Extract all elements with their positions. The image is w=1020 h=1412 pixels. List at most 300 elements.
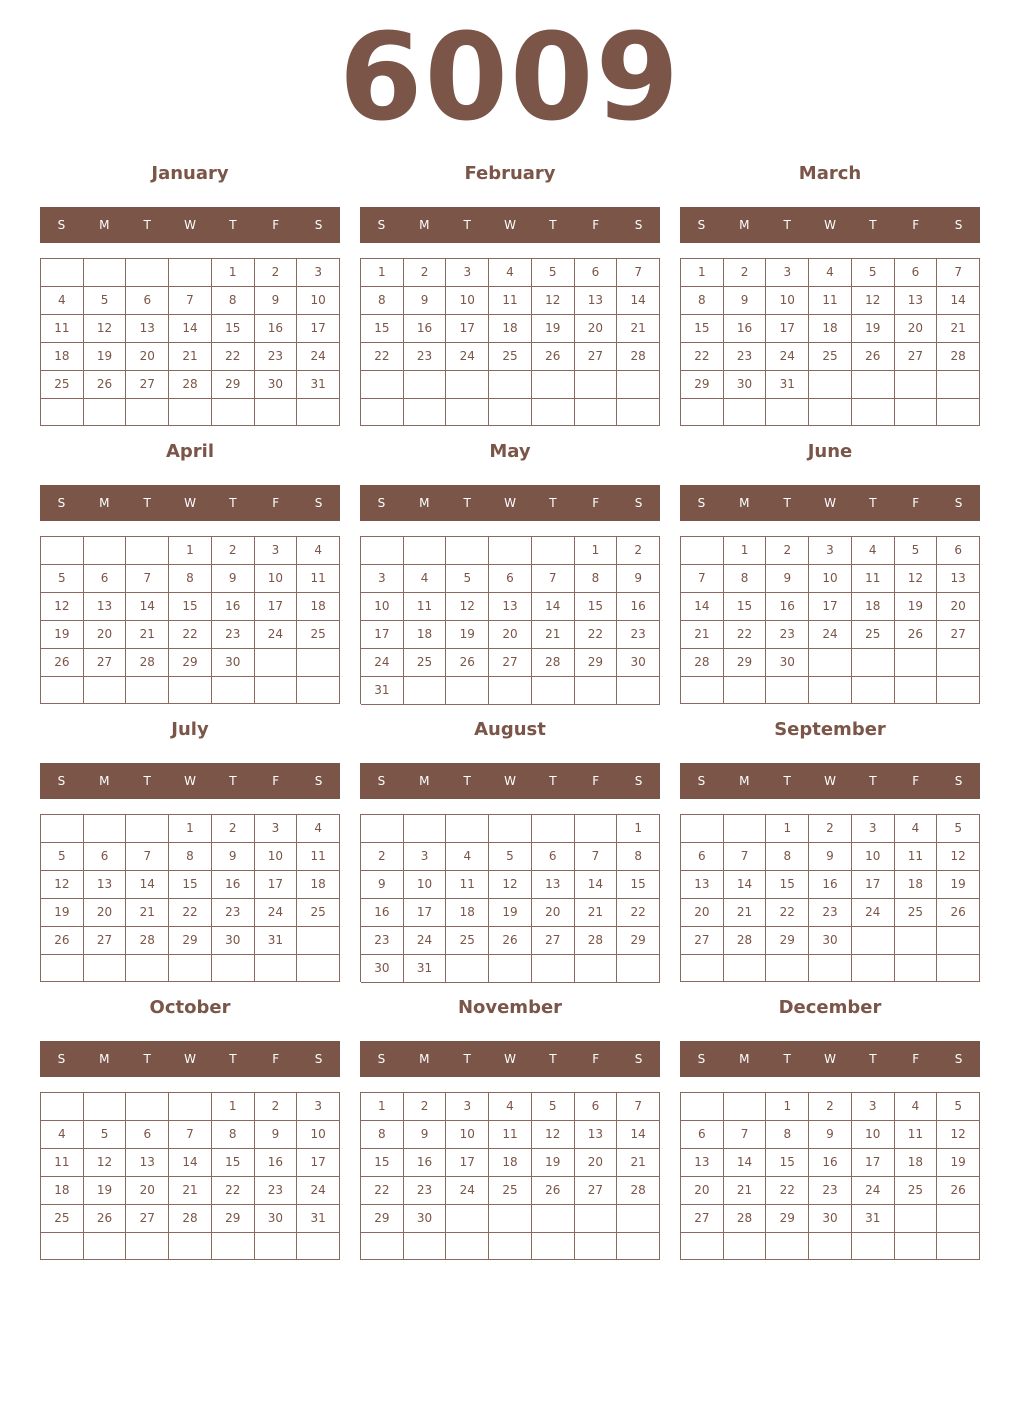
- day-cell: 25: [297, 899, 340, 927]
- day-cell: 13: [126, 315, 169, 343]
- empty-day-cell: [766, 1233, 809, 1260]
- day-cell: 4: [297, 537, 340, 565]
- day-cell: 5: [532, 259, 575, 287]
- day-cell: 22: [681, 343, 724, 371]
- day-cell: 23: [617, 621, 660, 649]
- empty-day-cell: [852, 955, 895, 982]
- day-cell: 15: [361, 315, 404, 343]
- day-cell: 20: [575, 315, 618, 343]
- day-cell: 5: [446, 565, 489, 593]
- empty-day-cell: [724, 399, 767, 426]
- day-cell: 25: [895, 899, 938, 927]
- day-cell: 31: [361, 677, 404, 705]
- weekday-label: T: [549, 218, 557, 232]
- empty-day-cell: [895, 399, 938, 426]
- weekday-label: W: [824, 774, 836, 788]
- weekday-label: W: [504, 496, 516, 510]
- empty-day-cell: [212, 399, 255, 426]
- weekday-label: T: [463, 218, 471, 232]
- day-cell: 28: [532, 649, 575, 677]
- day-cell: 29: [212, 371, 255, 399]
- empty-day-cell: [895, 371, 938, 399]
- weekday-label: F: [592, 1052, 600, 1066]
- day-cell: 3: [446, 1093, 489, 1121]
- empty-day-cell: [895, 1233, 938, 1260]
- day-cell: 30: [617, 649, 660, 677]
- day-cell: 14: [617, 1121, 660, 1149]
- day-cell: 2: [255, 259, 298, 287]
- day-cell: 23: [255, 343, 298, 371]
- weekday-label: F: [912, 218, 920, 232]
- weekday-label: S: [314, 496, 323, 510]
- day-cell: 3: [766, 259, 809, 287]
- day-cell: 6: [84, 843, 127, 871]
- day-cell: 10: [852, 843, 895, 871]
- empty-day-cell: [617, 1205, 660, 1233]
- day-cell: 3: [446, 259, 489, 287]
- day-cell: 30: [212, 649, 255, 677]
- day-cell: 27: [84, 927, 127, 955]
- weekday-label: T: [869, 218, 877, 232]
- empty-day-cell: [489, 815, 532, 843]
- month-name: October: [149, 997, 231, 1018]
- day-cell: 25: [41, 1205, 84, 1233]
- day-grid: [40, 258, 340, 426]
- day-cell: 22: [617, 899, 660, 927]
- day-cell: 24: [255, 621, 298, 649]
- day-cell: 26: [489, 927, 532, 955]
- empty-day-cell: [724, 677, 767, 704]
- empty-day-cell: [809, 677, 852, 704]
- day-cell: 29: [617, 927, 660, 955]
- day-cell: 15: [212, 1149, 255, 1177]
- day-cell: 5: [852, 259, 895, 287]
- day-cell: 23: [212, 899, 255, 927]
- empty-day-cell: [446, 1205, 489, 1233]
- day-grid: [360, 814, 660, 982]
- day-cell: 24: [255, 899, 298, 927]
- day-cell: 21: [169, 343, 212, 371]
- weekday-label: W: [184, 218, 196, 232]
- day-cell: 21: [617, 315, 660, 343]
- day-cell: 17: [297, 1149, 340, 1177]
- weekday-header: [40, 1041, 340, 1077]
- empty-day-cell: [255, 677, 298, 704]
- empty-day-cell: [169, 1233, 212, 1260]
- empty-day-cell: [809, 371, 852, 399]
- empty-day-cell: [446, 371, 489, 399]
- day-cell: 29: [169, 927, 212, 955]
- day-cell: 23: [212, 621, 255, 649]
- weekday-label: F: [272, 496, 280, 510]
- day-cell: 29: [724, 649, 767, 677]
- weekday-label: M: [419, 774, 430, 788]
- empty-day-cell: [297, 927, 340, 955]
- empty-day-cell: [681, 955, 724, 982]
- empty-day-cell: [255, 399, 298, 426]
- empty-day-cell: [937, 399, 980, 426]
- day-cell: 18: [404, 621, 447, 649]
- weekday-label: F: [912, 496, 920, 510]
- empty-day-cell: [895, 927, 938, 955]
- day-cell: 19: [446, 621, 489, 649]
- empty-day-cell: [169, 259, 212, 287]
- day-cell: 13: [126, 1149, 169, 1177]
- day-cell: 11: [297, 843, 340, 871]
- day-grid: [360, 536, 660, 704]
- weekday-header: [360, 1041, 660, 1077]
- empty-day-cell: [937, 955, 980, 982]
- day-cell: 3: [297, 259, 340, 287]
- weekday-label: T: [549, 1052, 557, 1066]
- weekday-label: T: [463, 1052, 471, 1066]
- day-cell: 12: [895, 565, 938, 593]
- day-cell: 19: [532, 1149, 575, 1177]
- day-cell: 7: [532, 565, 575, 593]
- weekday-header: [40, 763, 340, 799]
- empty-day-cell: [404, 1233, 447, 1260]
- day-cell: 15: [617, 871, 660, 899]
- day-grid: [680, 258, 980, 426]
- day-cell: 18: [41, 343, 84, 371]
- day-cell: 1: [575, 537, 618, 565]
- day-cell: 23: [404, 343, 447, 371]
- weekday-label: W: [184, 774, 196, 788]
- day-cell: 1: [169, 537, 212, 565]
- day-cell: 5: [895, 537, 938, 565]
- empty-day-cell: [255, 649, 298, 677]
- day-cell: 20: [126, 343, 169, 371]
- day-cell: 19: [84, 1177, 127, 1205]
- day-cell: 8: [681, 287, 724, 315]
- day-cell: 20: [489, 621, 532, 649]
- weekday-label: S: [634, 496, 643, 510]
- day-cell: 21: [126, 899, 169, 927]
- empty-day-cell: [852, 677, 895, 704]
- weekday-label: S: [954, 1052, 963, 1066]
- day-cell: 16: [766, 593, 809, 621]
- empty-day-cell: [895, 677, 938, 704]
- weekday-label: S: [697, 1052, 706, 1066]
- empty-day-cell: [809, 1233, 852, 1260]
- empty-day-cell: [361, 371, 404, 399]
- empty-day-cell: [41, 1233, 84, 1260]
- day-cell: 14: [169, 315, 212, 343]
- weekday-label: T: [549, 496, 557, 510]
- day-cell: 18: [852, 593, 895, 621]
- day-cell: 17: [446, 315, 489, 343]
- weekday-label: T: [143, 1052, 151, 1066]
- empty-day-cell: [681, 399, 724, 426]
- weekday-label: S: [314, 1052, 323, 1066]
- day-cell: 4: [895, 815, 938, 843]
- day-cell: 18: [809, 315, 852, 343]
- day-cell: 16: [212, 593, 255, 621]
- day-cell: 25: [852, 621, 895, 649]
- day-cell: 6: [937, 537, 980, 565]
- empty-day-cell: [617, 677, 660, 705]
- day-cell: 15: [724, 593, 767, 621]
- weekday-label: S: [314, 218, 323, 232]
- day-cell: 1: [169, 815, 212, 843]
- day-cell: 31: [255, 927, 298, 955]
- day-cell: 10: [297, 1121, 340, 1149]
- day-cell: 10: [446, 1121, 489, 1149]
- day-cell: 24: [766, 343, 809, 371]
- day-cell: 9: [404, 287, 447, 315]
- day-cell: 25: [895, 1177, 938, 1205]
- day-cell: 20: [937, 593, 980, 621]
- empty-day-cell: [575, 371, 618, 399]
- weekday-label: W: [504, 1052, 516, 1066]
- day-cell: 17: [766, 315, 809, 343]
- day-cell: 24: [809, 621, 852, 649]
- day-cell: 15: [766, 1149, 809, 1177]
- weekday-header: [680, 207, 980, 243]
- empty-day-cell: [126, 259, 169, 287]
- day-cell: 8: [766, 843, 809, 871]
- day-cell: 30: [404, 1205, 447, 1233]
- day-cell: 1: [361, 1093, 404, 1121]
- day-cell: 21: [937, 315, 980, 343]
- day-cell: 12: [852, 287, 895, 315]
- day-cell: 9: [255, 287, 298, 315]
- day-cell: 6: [575, 259, 618, 287]
- day-cell: 9: [212, 565, 255, 593]
- day-cell: 29: [361, 1205, 404, 1233]
- calendar-year-title: 6009: [339, 9, 681, 148]
- day-cell: 22: [766, 1177, 809, 1205]
- day-grid: [40, 814, 340, 982]
- day-cell: 8: [169, 565, 212, 593]
- empty-day-cell: [489, 537, 532, 565]
- day-cell: 1: [681, 259, 724, 287]
- day-cell: 19: [532, 315, 575, 343]
- day-cell: 19: [895, 593, 938, 621]
- day-cell: 30: [361, 955, 404, 983]
- day-cell: 3: [255, 815, 298, 843]
- day-cell: 12: [489, 871, 532, 899]
- day-cell: 23: [809, 1177, 852, 1205]
- day-cell: 26: [84, 1205, 127, 1233]
- day-cell: 28: [681, 649, 724, 677]
- empty-day-cell: [681, 537, 724, 565]
- day-cell: 30: [255, 1205, 298, 1233]
- day-cell: 11: [895, 1121, 938, 1149]
- day-cell: 17: [255, 593, 298, 621]
- day-cell: 9: [809, 843, 852, 871]
- day-cell: 4: [489, 1093, 532, 1121]
- day-cell: 27: [126, 1205, 169, 1233]
- day-cell: 9: [809, 1121, 852, 1149]
- day-cell: 18: [297, 871, 340, 899]
- day-cell: 13: [84, 593, 127, 621]
- day-cell: 17: [404, 899, 447, 927]
- weekday-label: W: [824, 1052, 836, 1066]
- empty-day-cell: [532, 955, 575, 983]
- weekday-label: T: [783, 496, 791, 510]
- empty-day-cell: [532, 677, 575, 705]
- day-cell: 6: [575, 1093, 618, 1121]
- day-cell: 26: [937, 899, 980, 927]
- day-cell: 8: [212, 287, 255, 315]
- day-cell: 30: [809, 927, 852, 955]
- day-cell: 2: [809, 815, 852, 843]
- empty-day-cell: [489, 677, 532, 705]
- weekday-header: [680, 485, 980, 521]
- empty-day-cell: [41, 1093, 84, 1121]
- empty-day-cell: [84, 537, 127, 565]
- empty-day-cell: [84, 677, 127, 704]
- day-cell: 5: [41, 565, 84, 593]
- empty-day-cell: [169, 399, 212, 426]
- day-cell: 24: [297, 1177, 340, 1205]
- weekday-label: T: [783, 774, 791, 788]
- day-cell: 2: [404, 259, 447, 287]
- weekday-label: S: [634, 1052, 643, 1066]
- empty-day-cell: [489, 955, 532, 983]
- day-cell: 26: [446, 649, 489, 677]
- weekday-label: F: [272, 774, 280, 788]
- day-cell: 16: [404, 315, 447, 343]
- day-cell: 24: [852, 899, 895, 927]
- day-cell: 7: [937, 259, 980, 287]
- day-cell: 30: [766, 649, 809, 677]
- day-cell: 12: [84, 1149, 127, 1177]
- empty-day-cell: [126, 677, 169, 704]
- empty-day-cell: [852, 371, 895, 399]
- day-cell: 4: [41, 287, 84, 315]
- day-cell: 7: [617, 259, 660, 287]
- weekday-label: W: [184, 1052, 196, 1066]
- empty-day-cell: [404, 537, 447, 565]
- day-grid: [360, 258, 660, 426]
- day-cell: 16: [361, 899, 404, 927]
- day-cell: 26: [84, 371, 127, 399]
- day-cell: 1: [617, 815, 660, 843]
- day-cell: 17: [446, 1149, 489, 1177]
- weekday-label: T: [229, 1052, 237, 1066]
- weekday-label: F: [912, 1052, 920, 1066]
- empty-day-cell: [895, 955, 938, 982]
- day-cell: 22: [724, 621, 767, 649]
- day-cell: 25: [404, 649, 447, 677]
- empty-day-cell: [809, 649, 852, 677]
- day-cell: 13: [84, 871, 127, 899]
- weekday-label: S: [377, 1052, 386, 1066]
- day-cell: 29: [169, 649, 212, 677]
- day-cell: 12: [41, 593, 84, 621]
- day-cell: 22: [169, 899, 212, 927]
- day-cell: 12: [532, 1121, 575, 1149]
- weekday-label: S: [634, 774, 643, 788]
- weekday-label: S: [634, 218, 643, 232]
- weekday-label: T: [783, 1052, 791, 1066]
- empty-day-cell: [532, 1233, 575, 1260]
- day-cell: 21: [681, 621, 724, 649]
- day-cell: 14: [617, 287, 660, 315]
- empty-day-cell: [41, 815, 84, 843]
- day-cell: 17: [255, 871, 298, 899]
- day-cell: 20: [575, 1149, 618, 1177]
- month-name: September: [774, 719, 886, 740]
- day-cell: 6: [532, 843, 575, 871]
- day-cell: 16: [212, 871, 255, 899]
- day-cell: 4: [446, 843, 489, 871]
- day-cell: 2: [617, 537, 660, 565]
- day-cell: 12: [41, 871, 84, 899]
- day-cell: 4: [41, 1121, 84, 1149]
- empty-day-cell: [681, 677, 724, 704]
- day-cell: 8: [766, 1121, 809, 1149]
- empty-day-cell: [575, 399, 618, 427]
- day-cell: 3: [852, 815, 895, 843]
- day-cell: 30: [255, 371, 298, 399]
- month-name: November: [457, 997, 563, 1018]
- day-cell: 20: [681, 1177, 724, 1205]
- day-cell: 18: [895, 1149, 938, 1177]
- day-grid: [680, 814, 980, 982]
- day-cell: 26: [937, 1177, 980, 1205]
- day-cell: 31: [852, 1205, 895, 1233]
- empty-day-cell: [84, 1233, 127, 1260]
- day-cell: 27: [575, 1177, 618, 1205]
- day-cell: 21: [169, 1177, 212, 1205]
- day-cell: 29: [766, 927, 809, 955]
- day-cell: 27: [681, 1205, 724, 1233]
- day-cell: 17: [809, 593, 852, 621]
- day-cell: 28: [575, 927, 618, 955]
- day-cell: 29: [575, 649, 618, 677]
- empty-day-cell: [766, 399, 809, 426]
- empty-day-cell: [532, 1205, 575, 1233]
- day-cell: 2: [766, 537, 809, 565]
- day-cell: 27: [532, 927, 575, 955]
- day-cell: 7: [681, 565, 724, 593]
- day-cell: 10: [404, 871, 447, 899]
- day-cell: 22: [212, 1177, 255, 1205]
- day-cell: 21: [532, 621, 575, 649]
- empty-day-cell: [937, 677, 980, 704]
- empty-day-cell: [489, 1205, 532, 1233]
- day-grid: [680, 536, 980, 704]
- weekday-label: T: [783, 218, 791, 232]
- day-cell: 17: [852, 871, 895, 899]
- day-cell: 30: [212, 927, 255, 955]
- month-name: March: [798, 163, 862, 184]
- empty-day-cell: [212, 955, 255, 982]
- day-cell: 27: [937, 621, 980, 649]
- day-cell: 28: [126, 649, 169, 677]
- day-cell: 14: [126, 871, 169, 899]
- empty-day-cell: [724, 955, 767, 982]
- day-cell: 15: [169, 593, 212, 621]
- day-cell: 29: [681, 371, 724, 399]
- empty-day-cell: [446, 815, 489, 843]
- month-name: April: [165, 441, 215, 462]
- empty-day-cell: [766, 955, 809, 982]
- day-cell: 18: [895, 871, 938, 899]
- weekday-label: M: [419, 218, 430, 232]
- weekday-label: F: [272, 218, 280, 232]
- day-cell: 27: [895, 343, 938, 371]
- empty-day-cell: [937, 371, 980, 399]
- day-cell: 23: [361, 927, 404, 955]
- day-cell: 1: [212, 1093, 255, 1121]
- day-cell: 11: [895, 843, 938, 871]
- day-cell: 8: [361, 1121, 404, 1149]
- day-cell: 22: [212, 343, 255, 371]
